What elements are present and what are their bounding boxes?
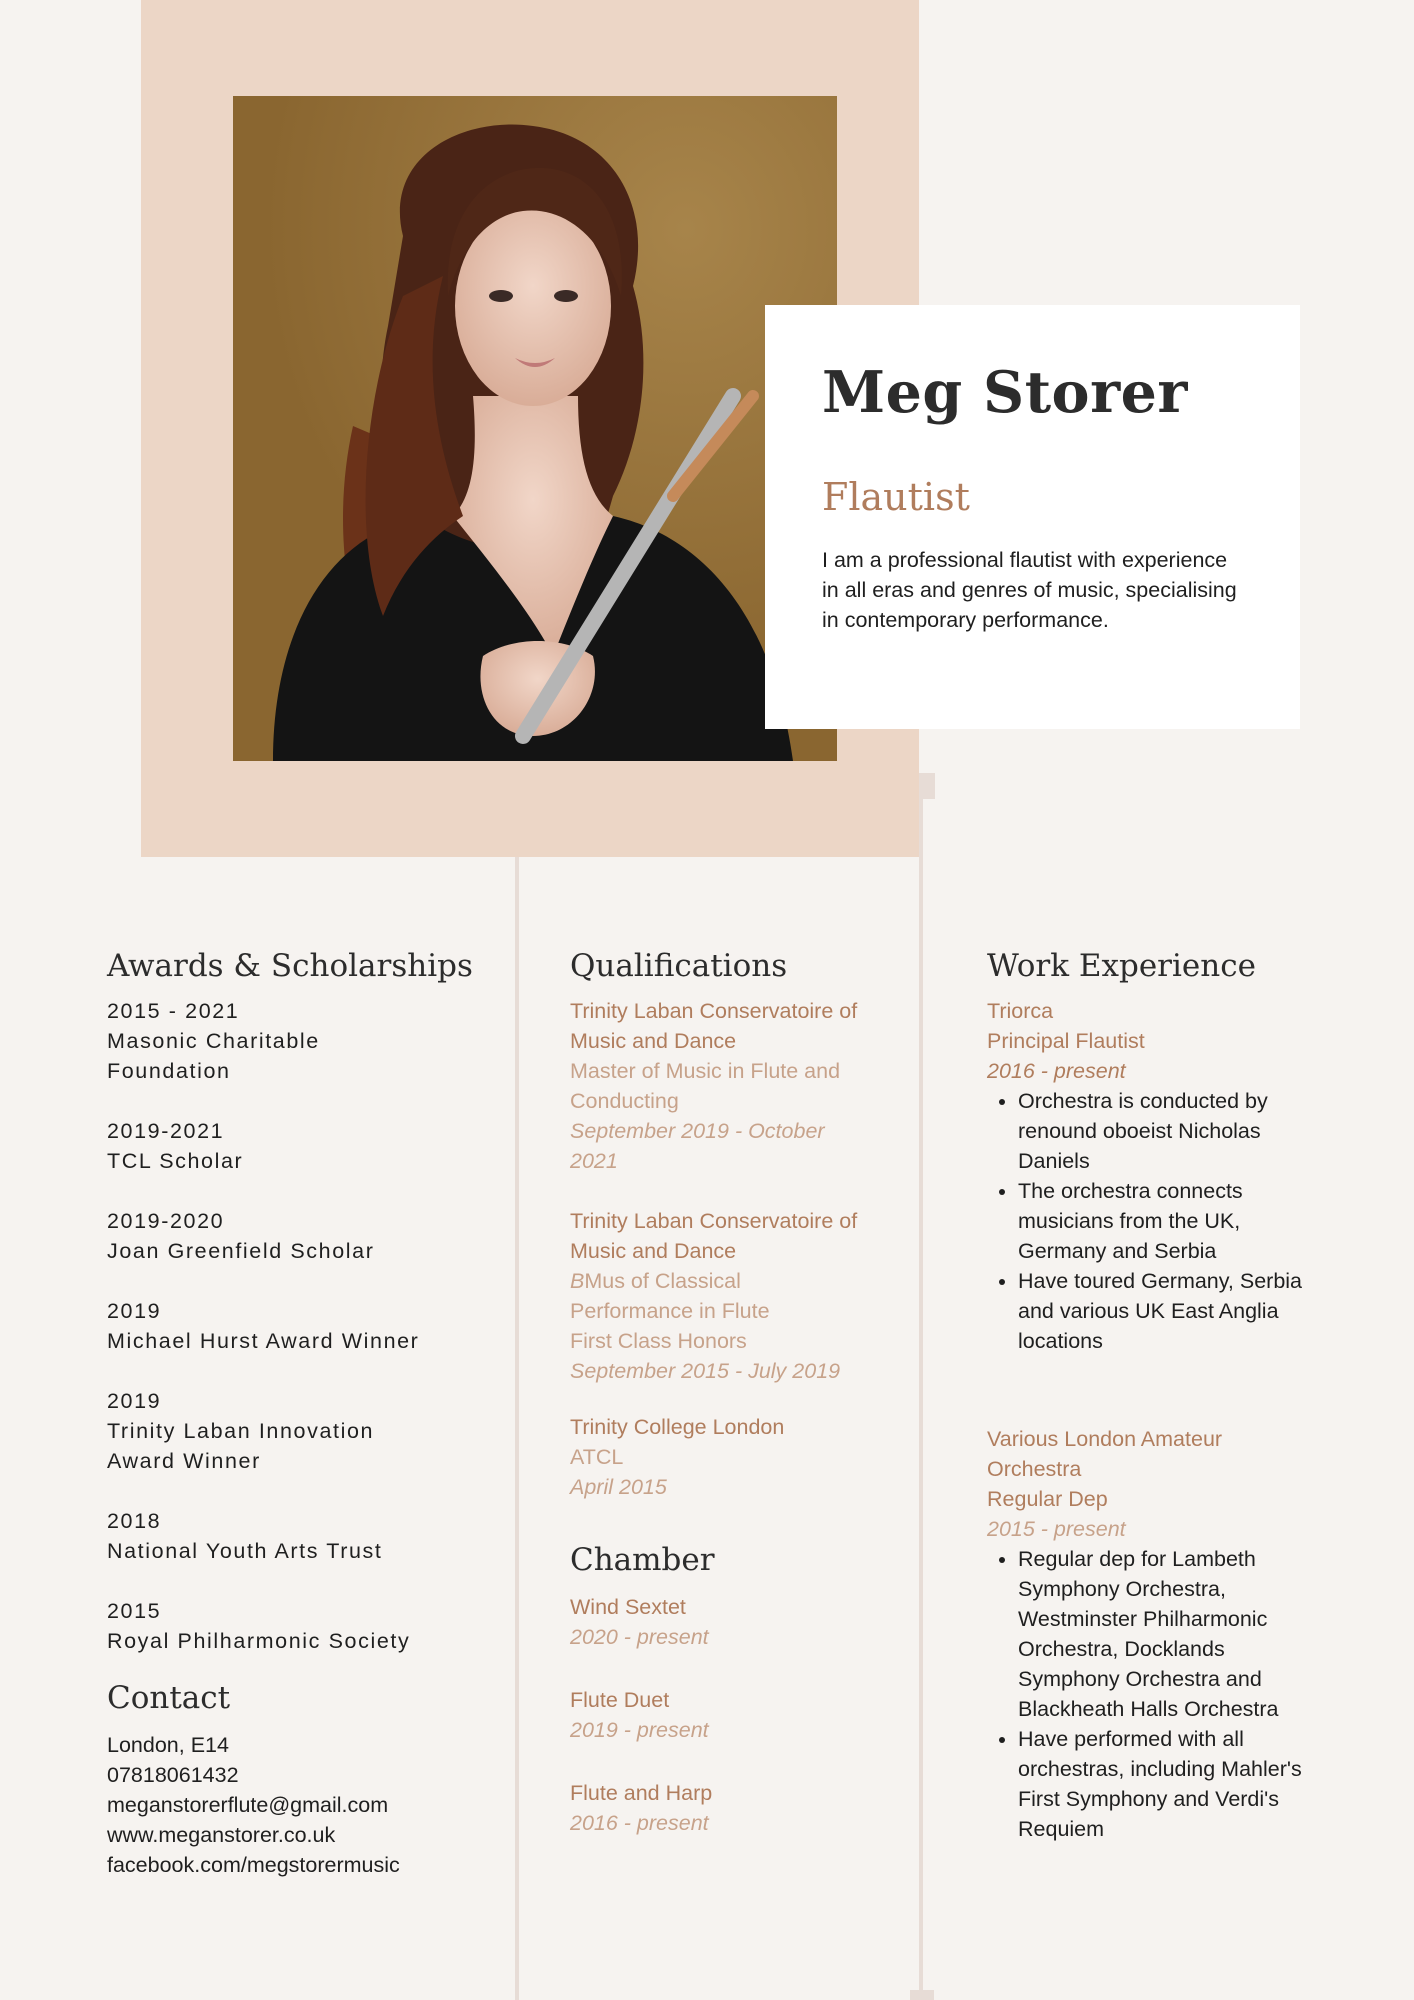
degree-text: Mus of Classical Performance in Flute <box>570 1269 770 1323</box>
qualification-institution: Trinity Laban Conservatoire of Music and Dance <box>570 1209 858 1263</box>
contact-email[interactable]: meganstorerflute@gmail.com <box>107 1793 389 1817</box>
award-title: Masonic Charitable Foundation <box>107 1029 320 1083</box>
work-bullet: • Have toured Germany, Serbia and various UK East Anglia locations <box>1018 1266 1317 1356</box>
qualification-institution: Trinity College London <box>570 1415 785 1439</box>
qualification-degree <box>570 1266 810 1326</box>
contact-website[interactable]: www.meganstorer.co.uk <box>107 1823 336 1847</box>
awards-heading: Awards & Scholarships <box>107 948 473 984</box>
chamber-name: Flute and Harp <box>570 1781 713 1805</box>
work-position: Principal Flautist <box>987 1029 1145 1053</box>
qualification-degree: ATCL <box>570 1445 624 1469</box>
award-title: TCL Scholar <box>107 1149 244 1173</box>
column-divider-left <box>515 857 519 2000</box>
person-role: Flautist <box>822 475 970 519</box>
work-bullets <box>987 1086 1317 1356</box>
work-bullet: • Regular dep for Lambeth Symphony Orchestra, Westminster Philharmonic Orchestra, Docklands Symphony Orchestra and Blackheath Halls Orchestra <box>1018 1544 1317 1724</box>
qualification-dates: April 2015 <box>570 1475 667 1499</box>
award-year: 2019 <box>107 1389 162 1413</box>
qualification-item <box>570 1206 900 1386</box>
qualification-institution: Trinity Laban Conservatoire of Music and Dance <box>570 999 858 1053</box>
work-dates: 2015 - present <box>987 1517 1126 1541</box>
work-org: Triorca <box>987 999 1054 1023</box>
contact-heading: Contact <box>107 1680 231 1716</box>
work-dates: 2016 - present <box>987 1059 1126 1083</box>
award-year: 2019 <box>107 1299 162 1323</box>
award-year: 2015 <box>107 1599 162 1623</box>
column-divider-right <box>919 773 923 2000</box>
chamber-item <box>570 1778 900 1838</box>
chamber-dates: 2020 - present <box>570 1625 709 1649</box>
qualifications-column <box>570 948 900 1838</box>
work-item <box>987 1424 1317 1844</box>
award-item <box>107 1206 507 1266</box>
chamber-name: Wind Sextet <box>570 1595 686 1619</box>
work-heading: Work Experience <box>987 948 1256 984</box>
contact-phone[interactable]: 07818061432 <box>107 1763 239 1787</box>
degree-prefix: B <box>570 1269 585 1293</box>
awards-column <box>107 948 507 1880</box>
divider-cap-top <box>919 773 935 799</box>
award-title: Trinity Laban Innovation Award Winner <box>107 1419 375 1473</box>
qualifications-heading: Qualifications <box>570 948 788 984</box>
award-item <box>107 1296 507 1356</box>
work-position: Regular Dep <box>987 1487 1108 1511</box>
divider-cap-bottom <box>910 1990 934 2000</box>
chamber-item <box>570 1592 900 1652</box>
qualification-dates: September 2015 - July 2019 <box>570 1359 841 1383</box>
qualification-item <box>570 1412 900 1502</box>
chamber-dates: 2016 - present <box>570 1811 709 1835</box>
person-bio: I am a professional flautist with experience in all eras and genres of music, specialising in contemporary performance. <box>822 548 1237 632</box>
contact-location: London, E14 <box>107 1733 229 1757</box>
name-card <box>765 305 1300 729</box>
award-title: Royal Philharmonic Society <box>107 1629 411 1653</box>
person-name: Meg Storer <box>822 359 1188 426</box>
chamber-dates: 2019 - present <box>570 1718 709 1742</box>
work-org: Various London Amateur Orchestra <box>987 1427 1223 1481</box>
work-item <box>987 996 1317 1356</box>
award-year: 2015 - 2021 <box>107 999 240 1023</box>
award-year: 2019-2020 <box>107 1209 225 1233</box>
portrait-photo <box>233 96 837 761</box>
award-item <box>107 996 507 1086</box>
work-bullet: • The orchestra connects musicians from the UK, Germany and Serbia <box>1018 1176 1317 1266</box>
award-item <box>107 1386 507 1476</box>
work-bullet: • Orchestra is conducted by renound oboeist Nicholas Daniels <box>1018 1086 1317 1176</box>
award-year: 2019-2021 <box>107 1119 225 1143</box>
award-title: Joan Greenfield Scholar <box>107 1239 375 1263</box>
qualification-honors: First Class Honors <box>570 1329 747 1353</box>
work-bullets <box>987 1544 1317 1844</box>
award-item <box>107 1596 507 1656</box>
chamber-item <box>570 1685 900 1745</box>
work-column <box>987 948 1317 1844</box>
contact-facebook[interactable]: facebook.com/megstorermusic <box>107 1853 400 1877</box>
award-title: Michael Hurst Award Winner <box>107 1329 420 1353</box>
award-year: 2018 <box>107 1509 162 1533</box>
qualification-degree: Master of Music in Flute and Conducting <box>570 1059 841 1113</box>
chamber-name: Flute Duet <box>570 1688 670 1712</box>
work-bullet: • Have performed with all orchestras, including Mahler's First Symphony and Verdi's Requiem <box>1018 1724 1317 1844</box>
qualification-item <box>570 996 900 1176</box>
award-item <box>107 1116 507 1176</box>
award-title: National Youth Arts Trust <box>107 1539 383 1563</box>
chamber-heading: Chamber <box>570 1542 715 1578</box>
qualification-dates: September 2019 - October 2021 <box>570 1119 825 1173</box>
award-item <box>107 1506 507 1566</box>
